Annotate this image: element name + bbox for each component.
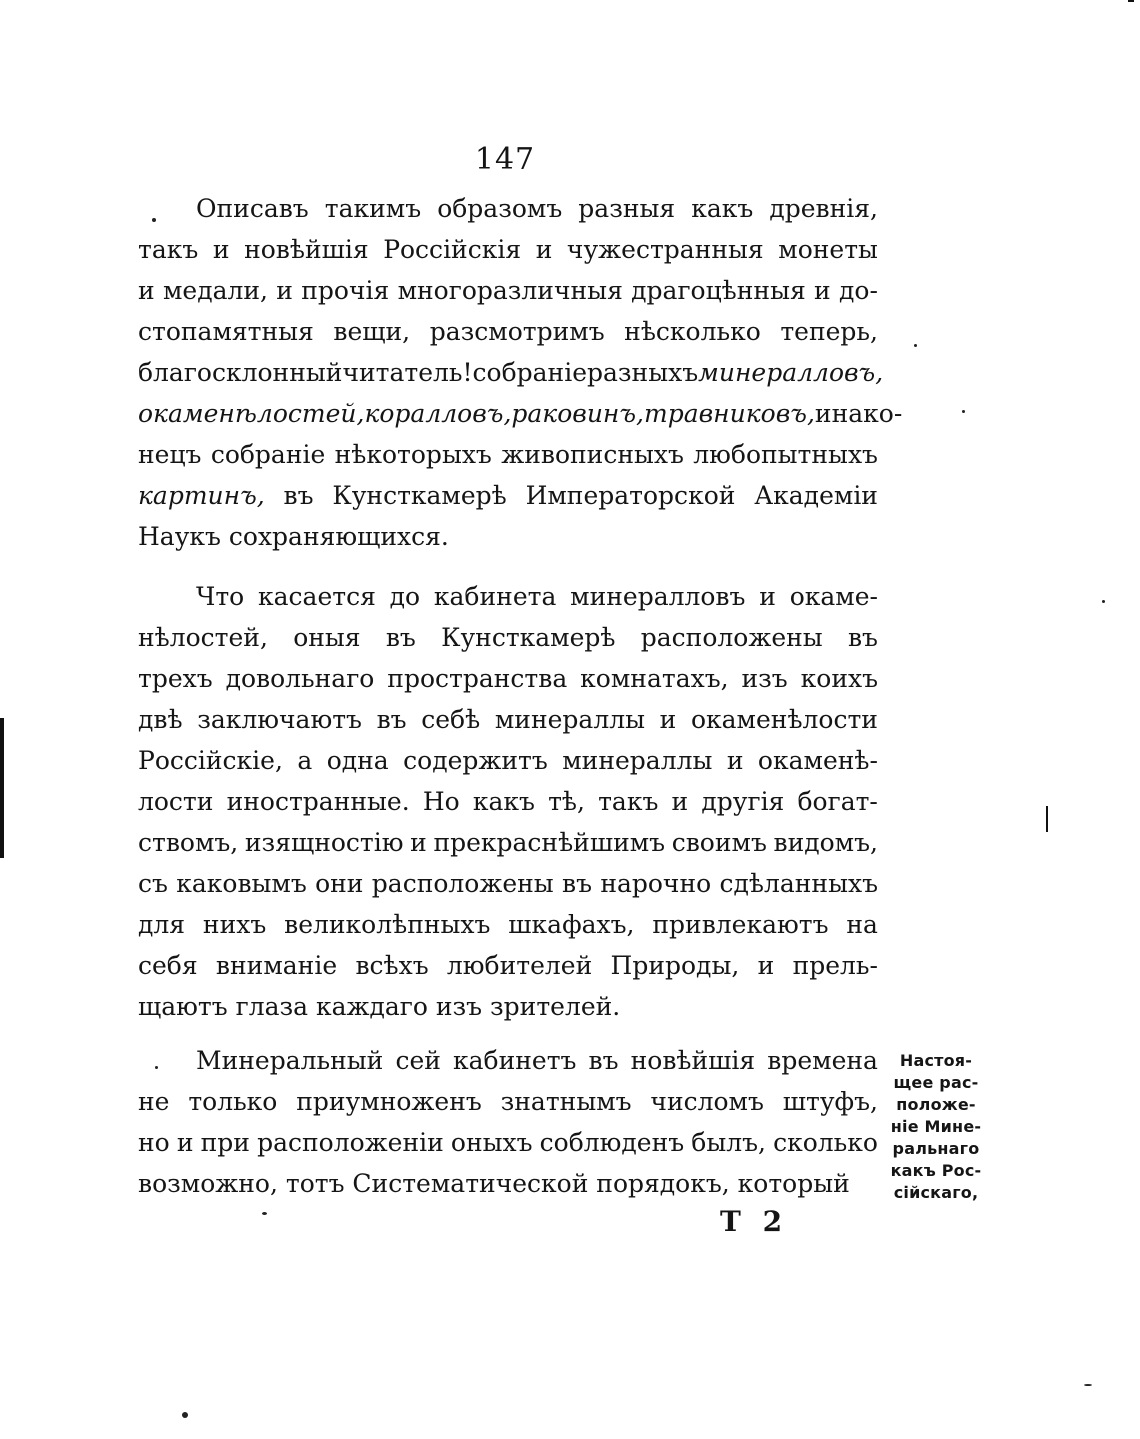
word: драгоцѣнныя	[631, 276, 806, 305]
word: Природы,	[610, 951, 740, 980]
word: читатель!	[342, 358, 473, 387]
word: прекраснѣйшимъ	[433, 828, 666, 857]
paragraph-3	[138, 1040, 878, 1204]
word: монеты	[778, 235, 878, 264]
word: касается	[258, 582, 376, 611]
word: иностранные.	[226, 787, 410, 816]
text-line	[138, 1040, 878, 1081]
word: на	[831, 399, 864, 428]
word: сей	[395, 1046, 441, 1075]
word: и	[659, 705, 677, 734]
scan-speck	[182, 1412, 188, 1418]
scan-speck	[1102, 600, 1105, 603]
word: новѣйшія	[244, 235, 369, 264]
word: нѣлостей,	[138, 623, 268, 652]
word: изящностію	[244, 828, 404, 857]
word: Россійскія	[383, 235, 522, 264]
text-line	[138, 781, 878, 822]
text-line	[138, 658, 878, 699]
word: Но	[422, 787, 460, 816]
word: каковымъ	[176, 869, 307, 898]
word: любителей	[446, 951, 593, 980]
word: стопамятныя	[138, 317, 314, 346]
text-line	[138, 393, 903, 434]
text-line	[138, 986, 878, 1027]
text-line	[138, 822, 878, 863]
text-line	[138, 434, 878, 475]
word: медали,	[162, 276, 268, 305]
word: нихъ	[202, 910, 267, 939]
marginal-note-line: сійскаго,	[893, 1183, 979, 1202]
word: числомъ	[650, 1087, 764, 1116]
word: прочія	[301, 276, 390, 305]
word: и	[410, 828, 427, 857]
word: Кунсткамерѣ	[332, 481, 507, 510]
text-line	[138, 740, 878, 781]
text-line	[138, 516, 878, 557]
word: окаме-	[789, 582, 878, 611]
word: какъ	[472, 787, 535, 816]
word: богат-	[797, 787, 878, 816]
word: прель-	[792, 951, 878, 980]
word: разныя	[578, 194, 676, 223]
text-line	[138, 1081, 878, 1122]
word: Кунсткамерѣ	[441, 623, 616, 652]
word: себя	[138, 951, 198, 980]
word: и	[671, 787, 689, 816]
word: новѣйшія	[630, 1046, 756, 1075]
word: на	[846, 910, 878, 939]
word: изъ	[741, 664, 788, 693]
text-line	[138, 475, 878, 516]
word: до	[389, 582, 421, 611]
word: любопытныхъ	[693, 440, 878, 469]
paragraph-1	[138, 188, 903, 557]
word: содержитъ	[403, 746, 548, 775]
word: многоразличныя	[397, 276, 623, 305]
word: Описавъ	[196, 194, 309, 223]
word: оныхъ	[450, 1128, 533, 1157]
marginal-note-line: щее рас-	[893, 1073, 979, 1092]
scan-speck	[962, 410, 965, 413]
text-line	[138, 699, 878, 740]
word: Что	[196, 582, 245, 611]
text-line-content: Наукъ сохраняющихся.	[138, 522, 449, 551]
scan-speck	[1084, 1384, 1092, 1386]
text-line-content: щаютъ глаза каждаго изъ зрителей.	[138, 992, 621, 1021]
word: раковинъ,	[511, 399, 645, 428]
word: знатнымъ	[500, 1087, 632, 1116]
word: а	[297, 746, 313, 775]
word: времена	[767, 1046, 878, 1075]
word: коихъ	[800, 664, 878, 693]
word: Россійскіе,	[138, 746, 283, 775]
word: и	[726, 746, 744, 775]
word: и	[814, 399, 832, 428]
word: не	[138, 1087, 170, 1116]
word: своимъ	[671, 828, 767, 857]
word: окаменѣлостей,	[138, 399, 365, 428]
marginal-note	[884, 1050, 988, 1204]
word: соблюденъ	[539, 1128, 685, 1157]
word: и	[138, 276, 155, 305]
text-line	[138, 352, 884, 393]
paragraph-2	[138, 576, 878, 1027]
word: древнія,	[769, 194, 878, 223]
word: сколько	[773, 1128, 878, 1157]
word: такъ	[138, 235, 199, 264]
word: коралловъ,	[364, 399, 512, 428]
word: въ	[283, 481, 314, 510]
page-number: 147	[474, 142, 536, 177]
text-line	[138, 617, 878, 658]
word: ко-	[863, 399, 903, 428]
word: въ	[847, 623, 878, 652]
word: оныя	[293, 623, 361, 652]
word: и	[814, 276, 831, 305]
word: и	[535, 235, 553, 264]
word: шкафахъ,	[508, 910, 635, 939]
marginal-note-line: положе-	[896, 1095, 976, 1114]
word: Академіи	[754, 481, 878, 510]
word: всѣхъ	[355, 951, 429, 980]
word: видомъ,	[773, 828, 878, 857]
word: и	[757, 951, 775, 980]
word: расположены	[640, 623, 823, 652]
text-line	[138, 311, 878, 352]
word: они	[315, 869, 364, 898]
word: теперь,	[780, 317, 878, 346]
word: и	[759, 582, 776, 611]
word: привлекаютъ	[652, 910, 829, 939]
word: живописныхъ	[501, 440, 684, 469]
text-line	[138, 945, 878, 986]
text-line	[138, 1163, 878, 1204]
text-line	[138, 1122, 878, 1163]
word: минераллы	[562, 746, 713, 775]
word: штуфъ,	[782, 1087, 878, 1116]
edge-mark	[1046, 806, 1048, 832]
scan-speck	[914, 344, 917, 347]
word: окаменѣлости	[690, 705, 878, 734]
text-line	[138, 863, 878, 904]
word: для	[138, 910, 186, 939]
word: вещи,	[333, 317, 411, 346]
word: до-	[839, 276, 878, 305]
word: вниманіе	[215, 951, 338, 980]
text-line	[138, 188, 878, 229]
marginal-note-line: ральнаго	[892, 1139, 980, 1158]
scan-speck	[152, 218, 156, 222]
word: довольнаго	[225, 664, 375, 693]
word: и	[276, 276, 293, 305]
text-line	[138, 270, 878, 311]
word: расположены	[371, 869, 554, 898]
marginal-note-line: какъ Рос-	[890, 1161, 982, 1180]
word: другія	[701, 787, 785, 816]
word: Императорской	[525, 481, 736, 510]
scan-speck	[155, 1066, 158, 1069]
text-line	[138, 576, 878, 617]
word: при	[200, 1128, 250, 1157]
word: въ	[376, 705, 407, 734]
word: нецъ	[138, 440, 202, 469]
word: тѣ,	[548, 787, 585, 816]
word: кабинетъ	[453, 1046, 577, 1075]
word: собраніе	[210, 440, 326, 469]
word: минераллы	[494, 705, 645, 734]
word: приумноженъ	[296, 1087, 482, 1116]
word: разсмотримъ	[429, 317, 605, 346]
word: благосклонный	[138, 358, 343, 387]
word: расположеніи	[257, 1128, 444, 1157]
word: великолѣпныхъ	[284, 910, 491, 939]
word: одна	[326, 746, 389, 775]
word: въ	[562, 869, 592, 898]
word: и	[212, 235, 230, 264]
word: такъ	[598, 787, 659, 816]
word: Минеральный	[196, 1046, 384, 1075]
marginal-note-line: Настоя-	[899, 1051, 973, 1070]
text-line	[138, 904, 878, 945]
word: въ	[385, 623, 416, 652]
word: какъ	[691, 194, 754, 223]
scan-speck	[262, 1212, 267, 1215]
word: пространства	[387, 664, 568, 693]
word: но	[138, 1128, 170, 1157]
text-line-content: возможно, тотъ Систематической порядокъ, который	[138, 1169, 850, 1198]
word: двѣ	[138, 705, 183, 734]
word: себѣ	[421, 705, 481, 734]
word: картинъ,	[138, 481, 265, 510]
word: такимъ	[324, 194, 422, 223]
word: образомъ	[437, 194, 563, 223]
word: минералловъ	[570, 582, 746, 611]
word: только	[188, 1087, 278, 1116]
signature-mark: Т 2	[720, 1205, 789, 1238]
word: минералловъ,	[698, 358, 884, 387]
word: трехъ	[138, 664, 213, 693]
word: травниковъ,	[644, 399, 815, 428]
word: ствомъ,	[138, 828, 239, 857]
word: былъ,	[691, 1128, 766, 1157]
word: кабинета	[433, 582, 557, 611]
word: нѣкоторыхъ	[334, 440, 492, 469]
word: собраніе	[472, 358, 587, 387]
word: лости	[138, 787, 214, 816]
edge-mark	[1128, 0, 1134, 2]
word: и	[176, 1128, 194, 1157]
word: нарочно	[600, 869, 712, 898]
word: съ	[138, 869, 168, 898]
text-line	[138, 229, 878, 270]
word: окаменѣ-	[757, 746, 878, 775]
word: нѣсколько	[624, 317, 761, 346]
word: въ	[588, 1046, 619, 1075]
word: сдѣланныхъ	[719, 869, 878, 898]
edge-mark	[0, 718, 4, 858]
word: разныхъ	[587, 358, 699, 387]
word: чужестранныя	[566, 235, 764, 264]
word: комнатахъ,	[580, 664, 729, 693]
word: заключаютъ	[197, 705, 362, 734]
marginal-note-line: ніе Мине-	[890, 1117, 982, 1136]
